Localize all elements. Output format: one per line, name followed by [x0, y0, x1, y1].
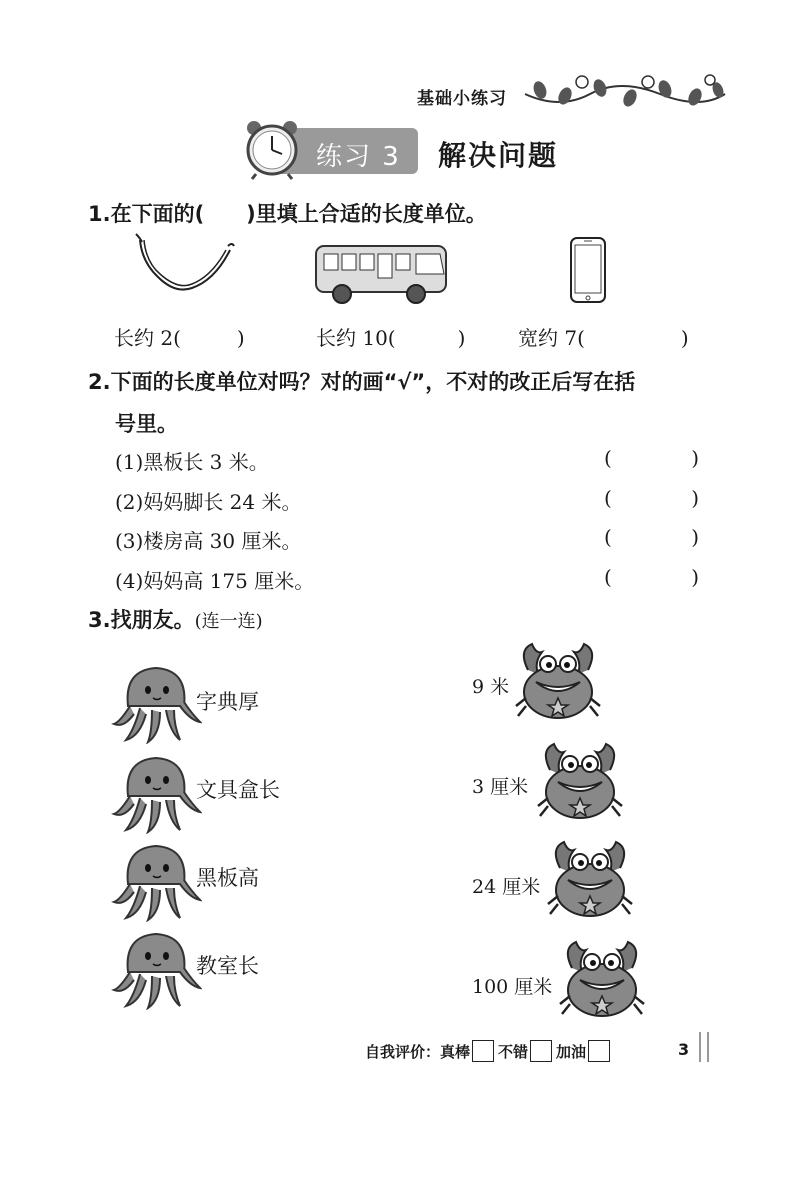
paren-close: ) [236, 326, 245, 350]
q1-item-lanyard [114, 322, 245, 351]
question-3-title [88, 604, 263, 634]
page-edge-bars-icon [696, 1032, 714, 1062]
q2-item-3: (3)楼房高 30 厘米。 [115, 529, 302, 553]
q2-item-1: (1)黑板长 3 米。 [115, 450, 269, 474]
q1-item-label: 长约 2( [114, 326, 181, 350]
match-left-label: 教室长 [196, 954, 259, 978]
checkbox[interactable] [530, 1040, 552, 1062]
series-label: 基础小练习 [417, 89, 507, 109]
self-eval-option: 不错 [498, 1042, 529, 1061]
answer-blank[interactable]: ( ) [604, 446, 699, 470]
q1-item-phone [518, 322, 689, 351]
match-right-label: 24 厘米 [472, 876, 541, 898]
paren-close: ) [457, 326, 466, 350]
alarm-clock-icon [242, 118, 302, 180]
question-2-title-cont: 号里。 [115, 412, 178, 436]
answer-blank[interactable]: ( ) [604, 525, 699, 549]
self-eval-label: 自我评价： [365, 1042, 441, 1061]
q3-title-text: 3.找朋友。 [88, 608, 195, 632]
match-right-label: 9 米 [472, 676, 510, 698]
q1-item-label: 宽约 7( [518, 326, 585, 350]
exercise-label: 练习 3 [316, 142, 401, 172]
jellyfish-icon[interactable] [110, 928, 202, 1010]
q3-note: (连一连) [194, 611, 263, 632]
page-title: 解决问题 [438, 139, 559, 172]
crab-icon[interactable] [512, 640, 604, 726]
match-left-label: 字典厚 [196, 690, 259, 714]
answer-blank[interactable]: ( ) [604, 486, 699, 510]
crab-icon[interactable] [544, 838, 636, 924]
checkbox[interactable] [472, 1040, 494, 1062]
lanyard-icon [130, 232, 240, 302]
q1-item-bus [316, 322, 465, 351]
match-left-label: 黑板高 [196, 866, 259, 890]
match-right-label: 3 厘米 [472, 776, 529, 798]
bus-icon [312, 240, 452, 306]
vine-decoration-icon [520, 72, 730, 112]
checkbox[interactable] [588, 1040, 610, 1062]
phone-icon [568, 236, 608, 304]
jellyfish-icon[interactable] [110, 840, 202, 922]
jellyfish-icon[interactable] [110, 752, 202, 834]
crab-icon[interactable] [556, 938, 648, 1024]
match-left-label: 文具盒长 [196, 778, 280, 802]
question-2-title: 2.下面的长度单位对吗？对的画“√”，不对的改正后写在括 [88, 370, 636, 394]
question-1-title: 1.在下面的( )里填上合适的长度单位。 [88, 202, 487, 226]
q2-item-4: (4)妈妈高 175 厘米。 [115, 569, 315, 593]
jellyfish-icon[interactable] [110, 662, 202, 744]
paren-close: ) [680, 326, 689, 350]
self-eval-option: 加油 [556, 1042, 587, 1061]
self-eval-option: 真棒 [440, 1042, 471, 1061]
answer-blank[interactable]: ( ) [604, 565, 699, 589]
page-number: 3 [678, 1040, 690, 1059]
crab-icon[interactable] [534, 740, 626, 826]
q1-item-label: 长约 10( [316, 326, 396, 350]
q2-item-2: (2)妈妈脚长 24 米。 [115, 490, 302, 514]
match-right-label: 100 厘米 [472, 976, 553, 998]
self-evaluation [365, 1040, 614, 1062]
